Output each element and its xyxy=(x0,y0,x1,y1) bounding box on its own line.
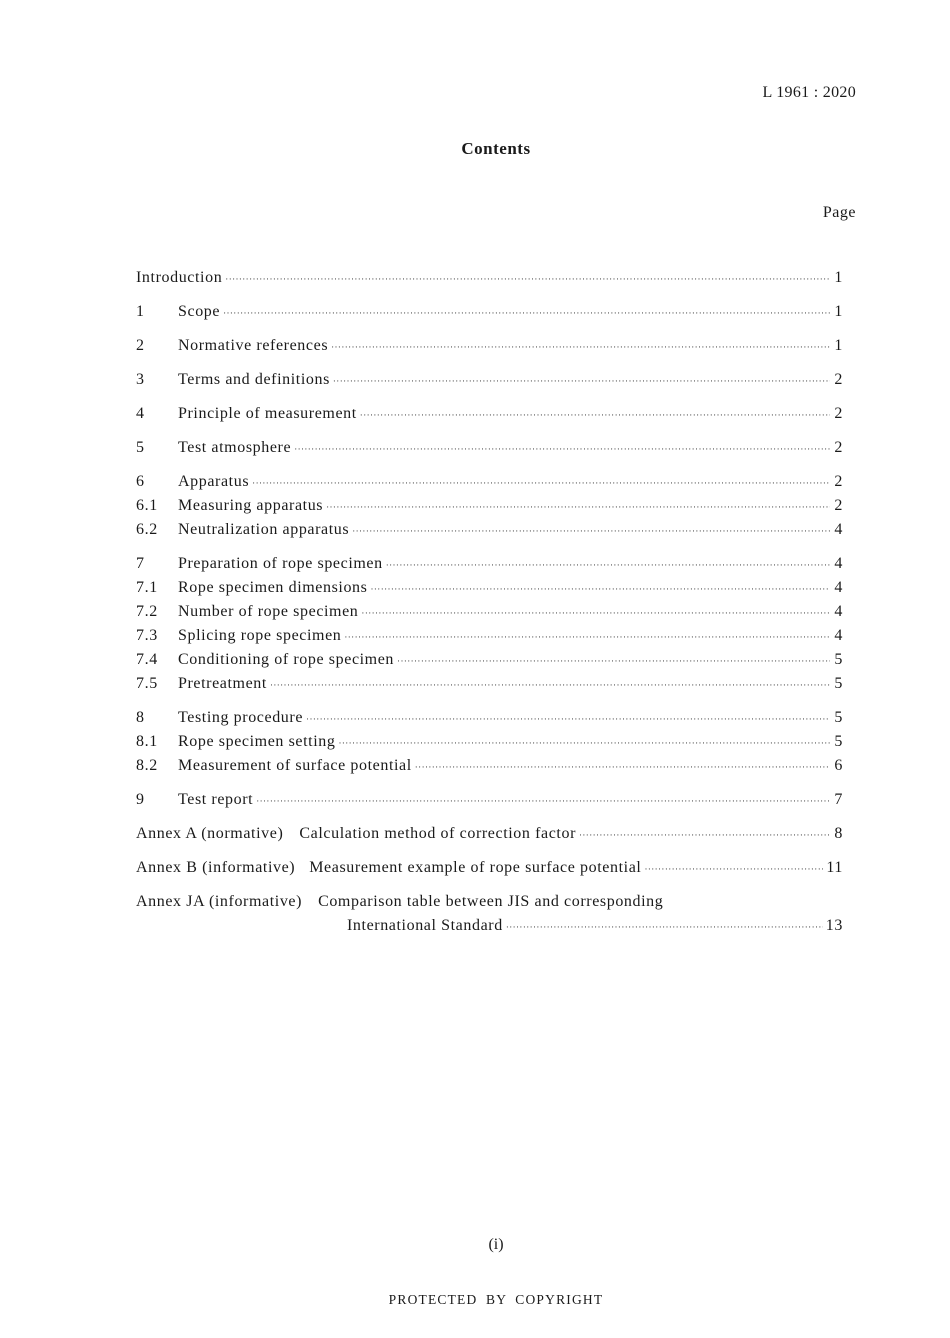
dot-leader xyxy=(333,369,830,393)
toc-entry[interactable] xyxy=(136,300,843,324)
toc-title: Testing procedure xyxy=(178,709,304,726)
toc-number: 7.1 xyxy=(136,579,158,596)
toc-page: 2 xyxy=(834,497,843,514)
toc-page: 8 xyxy=(834,825,843,842)
toc-page: 1 xyxy=(834,337,843,354)
annex-title-continued: International Standard xyxy=(347,917,503,934)
toc-entry[interactable] xyxy=(136,600,843,624)
toc-page: 4 xyxy=(834,555,843,572)
toc-page: 4 xyxy=(834,603,843,620)
toc-title: Measurement of surface potential xyxy=(178,757,412,774)
toc-page: 2 xyxy=(834,473,843,490)
toc-page: 7 xyxy=(834,791,843,808)
toc-page: 5 xyxy=(834,675,843,692)
toc-page: 4 xyxy=(834,579,843,596)
toc-title: Neutralization apparatus xyxy=(178,521,350,538)
toc-entry[interactable] xyxy=(136,730,843,754)
toc-title: Normative references xyxy=(178,337,329,354)
toc-number: 6.2 xyxy=(136,521,158,538)
toc-page: 2 xyxy=(834,405,843,422)
dot-leader xyxy=(397,649,830,673)
toc-entry[interactable] xyxy=(136,672,843,696)
toc-entry[interactable] xyxy=(136,402,843,426)
dot-leader xyxy=(306,707,830,731)
toc-entry[interactable] xyxy=(136,706,843,730)
toc-annex-ja[interactable] xyxy=(136,890,843,914)
toc-title: Test report xyxy=(178,791,254,808)
page-column-heading: Page xyxy=(822,204,856,221)
toc-title: Conditioning of rope specimen xyxy=(178,651,395,668)
table-of-contents xyxy=(136,266,843,938)
toc-entry[interactable] xyxy=(136,576,843,600)
toc-entry[interactable] xyxy=(136,436,843,460)
toc-title: Measuring apparatus xyxy=(178,497,324,514)
toc-page: 5 xyxy=(834,651,843,668)
toc-title: Preparation of rope specimen xyxy=(178,555,383,572)
dot-leader xyxy=(644,857,823,881)
toc-number: 8 xyxy=(136,709,145,726)
toc-page: 13 xyxy=(825,917,843,934)
footer-page-number: (i) xyxy=(488,1236,504,1253)
toc-page: 6 xyxy=(834,757,843,774)
toc-title: Terms and definitions xyxy=(178,371,330,388)
toc-entry[interactable] xyxy=(136,518,843,542)
dot-leader xyxy=(294,437,830,461)
toc-entry[interactable] xyxy=(136,552,843,576)
dot-leader xyxy=(270,673,830,697)
toc-title: Principle of measurement xyxy=(178,405,357,422)
toc-entry[interactable] xyxy=(136,368,843,392)
toc-entry[interactable] xyxy=(136,648,843,672)
toc-number: 3 xyxy=(136,371,145,388)
toc-title: Pretreatment xyxy=(178,675,267,692)
annex-label: Annex A (normative) xyxy=(136,825,284,842)
toc-title: Test atmosphere xyxy=(178,439,292,456)
toc-page: 5 xyxy=(834,733,843,750)
dot-leader xyxy=(223,301,830,325)
toc-title: Number of rope specimen xyxy=(178,603,359,620)
toc-number: 7.4 xyxy=(136,651,158,668)
annex-title: Measurement example of rope surface potential xyxy=(309,859,642,876)
toc-number: 9 xyxy=(136,791,145,808)
toc-page: 11 xyxy=(826,859,843,876)
toc-title: Apparatus xyxy=(178,473,250,490)
toc-number: 1 xyxy=(136,303,145,320)
toc-page: 2 xyxy=(834,439,843,456)
toc-annex-b[interactable] xyxy=(136,856,843,880)
dot-leader xyxy=(326,495,830,519)
dot-leader xyxy=(338,731,830,755)
toc-page: 4 xyxy=(834,627,843,644)
dot-leader xyxy=(579,823,830,847)
toc-entry[interactable] xyxy=(136,334,843,358)
toc-number: 7 xyxy=(136,555,145,572)
dot-leader xyxy=(344,625,830,649)
dot-leader xyxy=(331,335,830,359)
toc-number: 5 xyxy=(136,439,145,456)
toc-number: 2 xyxy=(136,337,145,354)
toc-entry[interactable] xyxy=(136,788,843,812)
toc-title: Rope specimen setting xyxy=(178,733,336,750)
toc-number: 4 xyxy=(136,405,145,422)
toc-entry[interactable] xyxy=(136,470,843,494)
toc-entry[interactable] xyxy=(136,494,843,518)
toc-title: Rope specimen dimensions xyxy=(178,579,368,596)
annex-title: Comparison table between JIS and corresponding xyxy=(318,893,664,910)
dot-leader xyxy=(415,755,830,779)
annex-label: Annex B (informative) xyxy=(136,859,296,876)
toc-page: 2 xyxy=(834,371,843,388)
dot-leader xyxy=(371,577,831,601)
toc-number: 8.2 xyxy=(136,757,158,774)
dot-leader xyxy=(225,267,830,291)
toc-number: 7.3 xyxy=(136,627,158,644)
toc-entry-introduction[interactable] xyxy=(136,266,843,290)
dot-leader xyxy=(506,915,823,939)
toc-page: 1 xyxy=(834,269,843,286)
toc-number: 7.2 xyxy=(136,603,158,620)
dot-leader xyxy=(386,553,830,577)
annex-label: Annex JA (informative) xyxy=(136,893,303,910)
toc-title: Introduction xyxy=(136,269,223,286)
toc-entry[interactable] xyxy=(136,754,843,778)
dot-leader xyxy=(352,519,830,543)
toc-number: 6 xyxy=(136,473,145,490)
toc-number: 6.1 xyxy=(136,497,158,514)
toc-annex-ja-continuation[interactable] xyxy=(136,914,843,938)
toc-page: 1 xyxy=(834,303,843,320)
toc-number: 8.1 xyxy=(136,733,158,750)
toc-number: 7.5 xyxy=(136,675,158,692)
toc-entry[interactable] xyxy=(136,624,843,648)
toc-page: 4 xyxy=(834,521,843,538)
toc-title: Scope xyxy=(178,303,221,320)
dot-leader xyxy=(361,601,830,625)
contents-title: Contents xyxy=(461,139,531,158)
toc-page: 5 xyxy=(834,709,843,726)
toc-title: Splicing rope specimen xyxy=(178,627,342,644)
dot-leader xyxy=(360,403,830,427)
annex-title: Calculation method of correction factor xyxy=(299,825,577,842)
dot-leader xyxy=(256,789,830,813)
dot-leader xyxy=(252,471,830,495)
standard-number: L 1961 : 2020 xyxy=(762,84,856,101)
copyright-notice: PROTECTED BY COPYRIGHT xyxy=(388,1292,604,1307)
toc-annex-a[interactable] xyxy=(136,822,843,846)
